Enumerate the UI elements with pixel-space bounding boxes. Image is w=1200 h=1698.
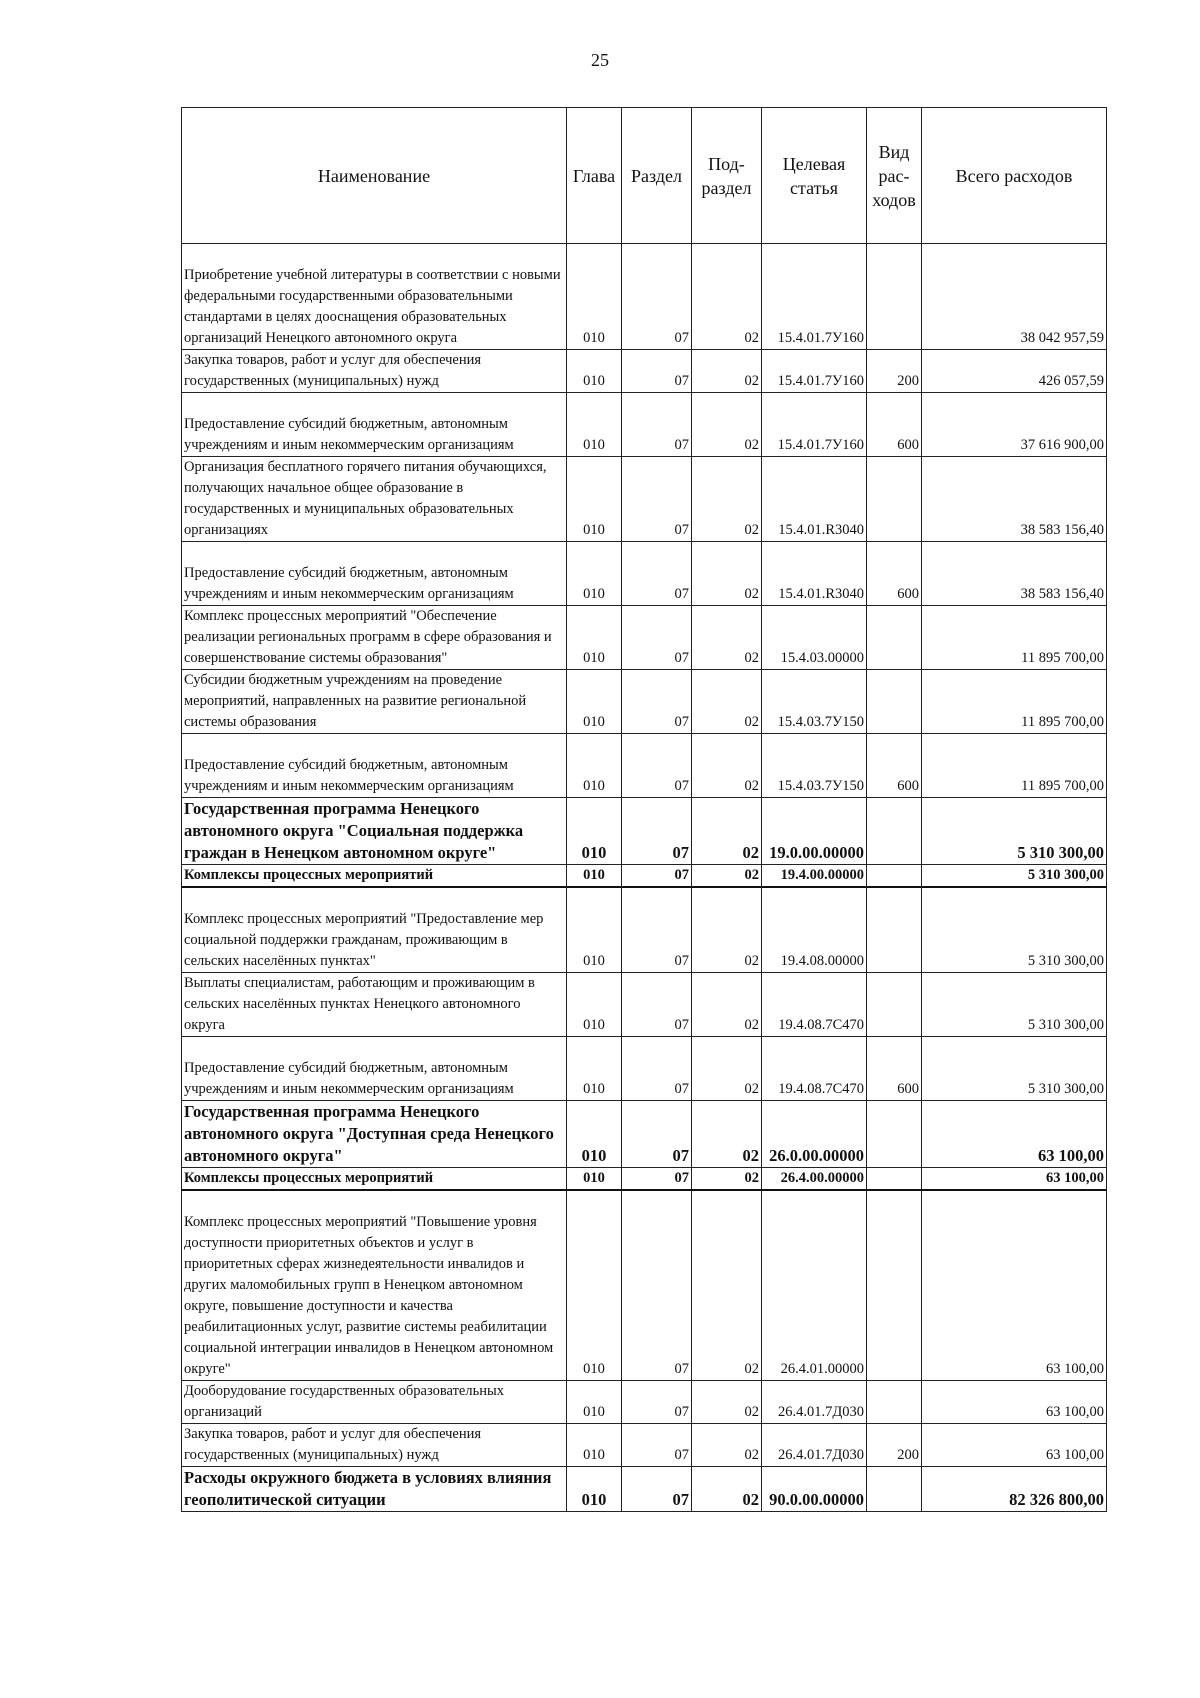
cell-subsection: 02 (692, 670, 762, 734)
cell-target: 26.4.01.7Д030 (762, 1381, 867, 1424)
cell-chapter: 010 (567, 1424, 622, 1467)
cell-name: Приобретение учебной литературы в соответствии с новыми федеральными государственными образовательными стандартами в целях дооснащения образовательных организаций Ненецкого автономного округа (182, 244, 567, 350)
cell-section: 07 (622, 1467, 692, 1512)
cell-section: 07 (622, 865, 692, 888)
header-subsection: Под- раздел (692, 108, 762, 244)
cell-name: Предоставление субсидий бюджетным, автономным учреждениям и иным некоммерческим организациям (182, 542, 567, 606)
cell-kind: 600 (867, 1037, 922, 1101)
cell-target: 26.4.01.00000 (762, 1190, 867, 1381)
cell-subsection: 02 (692, 887, 762, 973)
cell-kind: 600 (867, 734, 922, 798)
cell-name: Комплекс процессных мероприятий "Повышение уровня доступности приоритетных объектов и услуг в приоритетных сферах жизнедеятельности инвалидов и других маломобильных групп в Ненецком автономном округе, повышение доступности и качества реабилитационных услуг, развитие системы реабилитации социальной интеграции инвалидов в Ненецком автономном округе" (182, 1190, 567, 1381)
cell-kind (867, 887, 922, 973)
cell-name: Закупка товаров, работ и услуг для обеспечения государственных (муниципальных) нужд (182, 1424, 567, 1467)
cell-target: 19.4.08.7С470 (762, 1037, 867, 1101)
cell-subsection: 02 (692, 798, 762, 865)
table-row (182, 865, 1107, 888)
header-kind: Вид рас- ходов (867, 108, 922, 244)
cell-chapter: 010 (567, 542, 622, 606)
cell-chapter: 010 (567, 350, 622, 393)
cell-chapter: 010 (567, 798, 622, 865)
cell-kind: 600 (867, 542, 922, 606)
cell-kind: 200 (867, 1424, 922, 1467)
cell-total: 426 057,59 (922, 350, 1107, 393)
cell-total: 38 042 957,59 (922, 244, 1107, 350)
cell-section: 07 (622, 457, 692, 542)
cell-section: 07 (622, 1190, 692, 1381)
cell-kind (867, 244, 922, 350)
table-row (182, 393, 1107, 457)
cell-subsection: 02 (692, 734, 762, 798)
cell-kind (867, 1190, 922, 1381)
cell-total: 63 100,00 (922, 1381, 1107, 1424)
cell-chapter: 010 (567, 1037, 622, 1101)
cell-total: 11 895 700,00 (922, 734, 1107, 798)
cell-kind (867, 457, 922, 542)
header-section: Раздел (622, 108, 692, 244)
cell-target: 19.4.08.7С470 (762, 973, 867, 1037)
cell-chapter: 010 (567, 457, 622, 542)
cell-subsection: 02 (692, 1037, 762, 1101)
cell-kind (867, 1168, 922, 1191)
table-row (182, 798, 1107, 865)
cell-target: 15.4.03.7У150 (762, 670, 867, 734)
table-row (182, 1467, 1107, 1512)
page-number: 25 (591, 50, 609, 70)
cell-kind (867, 798, 922, 865)
cell-total: 5 310 300,00 (922, 1037, 1107, 1101)
cell-chapter: 010 (567, 887, 622, 973)
table-row (182, 734, 1107, 798)
cell-total: 11 895 700,00 (922, 606, 1107, 670)
table-row (182, 1101, 1107, 1168)
cell-subsection: 02 (692, 865, 762, 888)
cell-section: 07 (622, 887, 692, 973)
table-row (182, 1168, 1107, 1191)
cell-name: Выплаты специалистам, работающим и проживающим в сельских населённых пунктах Ненецкого автономного округа (182, 973, 567, 1037)
table-row (182, 887, 1107, 973)
cell-section: 07 (622, 973, 692, 1037)
cell-name: Закупка товаров, работ и услуг для обеспечения государственных (муниципальных) нужд (182, 350, 567, 393)
table-row (182, 542, 1107, 606)
cell-kind (867, 1101, 922, 1168)
cell-subsection: 02 (692, 1424, 762, 1467)
cell-chapter: 010 (567, 606, 622, 670)
cell-subsection: 02 (692, 1168, 762, 1191)
cell-name: Дооборудование государственных образовательных организаций (182, 1381, 567, 1424)
cell-section: 07 (622, 542, 692, 606)
cell-target: 15.4.01.R3040 (762, 542, 867, 606)
table-row (182, 1424, 1107, 1467)
cell-chapter: 010 (567, 1168, 622, 1191)
cell-chapter: 010 (567, 865, 622, 888)
cell-section: 07 (622, 1037, 692, 1101)
cell-name: Комплексы процессных мероприятий (182, 1168, 567, 1191)
cell-subsection: 02 (692, 393, 762, 457)
cell-total: 37 616 900,00 (922, 393, 1107, 457)
table-row (182, 973, 1107, 1037)
cell-target: 90.0.00.00000 (762, 1467, 867, 1512)
table-row (182, 606, 1107, 670)
cell-kind: 600 (867, 393, 922, 457)
table-row (182, 1190, 1107, 1381)
cell-section: 07 (622, 734, 692, 798)
cell-subsection: 02 (692, 457, 762, 542)
cell-chapter: 010 (567, 973, 622, 1037)
cell-target: 26.0.00.00000 (762, 1101, 867, 1168)
cell-subsection: 02 (692, 350, 762, 393)
cell-subsection: 02 (692, 1467, 762, 1512)
cell-total: 11 895 700,00 (922, 670, 1107, 734)
cell-section: 07 (622, 393, 692, 457)
header-chapter: Глава (567, 108, 622, 244)
cell-chapter: 010 (567, 1467, 622, 1512)
cell-name: Организация бесплатного горячего питания обучающихся, получающих начальное общее образование в государственных и муниципальных образовательных организациях (182, 457, 567, 542)
cell-section: 07 (622, 1101, 692, 1168)
cell-kind (867, 606, 922, 670)
cell-target: 19.4.00.00000 (762, 865, 867, 888)
cell-chapter: 010 (567, 734, 622, 798)
cell-total: 5 310 300,00 (922, 973, 1107, 1037)
cell-kind (867, 1381, 922, 1424)
cell-target: 15.4.01.R3040 (762, 457, 867, 542)
cell-section: 07 (622, 798, 692, 865)
cell-subsection: 02 (692, 1101, 762, 1168)
table-body (182, 244, 1107, 1512)
cell-section: 07 (622, 244, 692, 350)
cell-name: Предоставление субсидий бюджетным, автономным учреждениям и иным некоммерческим организациям (182, 393, 567, 457)
cell-total: 38 583 156,40 (922, 457, 1107, 542)
cell-subsection: 02 (692, 973, 762, 1037)
cell-chapter: 010 (567, 244, 622, 350)
cell-total: 63 100,00 (922, 1168, 1107, 1191)
cell-total: 63 100,00 (922, 1190, 1107, 1381)
cell-name: Комплексы процессных мероприятий (182, 865, 567, 888)
cell-target: 15.4.01.7У160 (762, 393, 867, 457)
cell-total: 63 100,00 (922, 1424, 1107, 1467)
cell-section: 07 (622, 1168, 692, 1191)
cell-name: Предоставление субсидий бюджетным, автономным учреждениям и иным некоммерческим организациям (182, 1037, 567, 1101)
cell-name: Комплекс процессных мероприятий "Обеспечение реализации региональных программ в сфере образования и совершенствование системы образования" (182, 606, 567, 670)
cell-total: 5 310 300,00 (922, 865, 1107, 888)
table-row (182, 350, 1107, 393)
table-row (182, 1381, 1107, 1424)
cell-chapter: 010 (567, 1190, 622, 1381)
cell-target: 15.4.01.7У160 (762, 350, 867, 393)
cell-name: Государственная программа Ненецкого автономного округа "Социальная поддержка граждан в Ненецком автономном округе" (182, 798, 567, 865)
cell-total: 5 310 300,00 (922, 887, 1107, 973)
table-row (182, 244, 1107, 350)
cell-name: Государственная программа Ненецкого автономного округа "Доступная среда Ненецкого автономного округа" (182, 1101, 567, 1168)
header-total: Всего расходов (922, 108, 1107, 244)
cell-chapter: 010 (567, 1101, 622, 1168)
cell-section: 07 (622, 606, 692, 670)
cell-kind (867, 1467, 922, 1512)
table-row (182, 1037, 1107, 1101)
cell-kind (867, 670, 922, 734)
cell-name: Расходы окружного бюджета в условиях влияния геополитической ситуации (182, 1467, 567, 1512)
cell-section: 07 (622, 350, 692, 393)
cell-section: 07 (622, 670, 692, 734)
cell-target: 15.4.03.00000 (762, 606, 867, 670)
cell-total: 82 326 800,00 (922, 1467, 1107, 1512)
table-row (182, 457, 1107, 542)
cell-name: Предоставление субсидий бюджетным, автономным учреждениям и иным некоммерческим организациям (182, 734, 567, 798)
cell-subsection: 02 (692, 542, 762, 606)
cell-subsection: 02 (692, 606, 762, 670)
cell-subsection: 02 (692, 244, 762, 350)
cell-subsection: 02 (692, 1190, 762, 1381)
cell-target: 15.4.01.7У160 (762, 244, 867, 350)
cell-target: 19.4.08.00000 (762, 887, 867, 973)
cell-subsection: 02 (692, 1381, 762, 1424)
table-row (182, 670, 1107, 734)
cell-section: 07 (622, 1424, 692, 1467)
budget-table (181, 107, 1107, 1512)
header-target: Целевая статья (762, 108, 867, 244)
cell-target: 15.4.03.7У150 (762, 734, 867, 798)
header-name: Наименование (182, 108, 567, 244)
cell-name: Комплекс процессных мероприятий "Предоставление мер социальной поддержки гражданам, проживающим в сельских населённых пунктах" (182, 887, 567, 973)
cell-target: 26.4.01.7Д030 (762, 1424, 867, 1467)
cell-chapter: 010 (567, 670, 622, 734)
cell-target: 19.0.00.00000 (762, 798, 867, 865)
table-header-row (182, 108, 1107, 244)
cell-target: 26.4.00.00000 (762, 1168, 867, 1191)
cell-chapter: 010 (567, 1381, 622, 1424)
cell-name: Субсидии бюджетным учреждениям на проведение мероприятий, направленных на развитие региональной системы образования (182, 670, 567, 734)
cell-total: 5 310 300,00 (922, 798, 1107, 865)
cell-kind: 200 (867, 350, 922, 393)
cell-section: 07 (622, 1381, 692, 1424)
cell-kind (867, 973, 922, 1037)
cell-kind (867, 865, 922, 888)
cell-total: 63 100,00 (922, 1101, 1107, 1168)
cell-total: 38 583 156,40 (922, 542, 1107, 606)
cell-chapter: 010 (567, 393, 622, 457)
